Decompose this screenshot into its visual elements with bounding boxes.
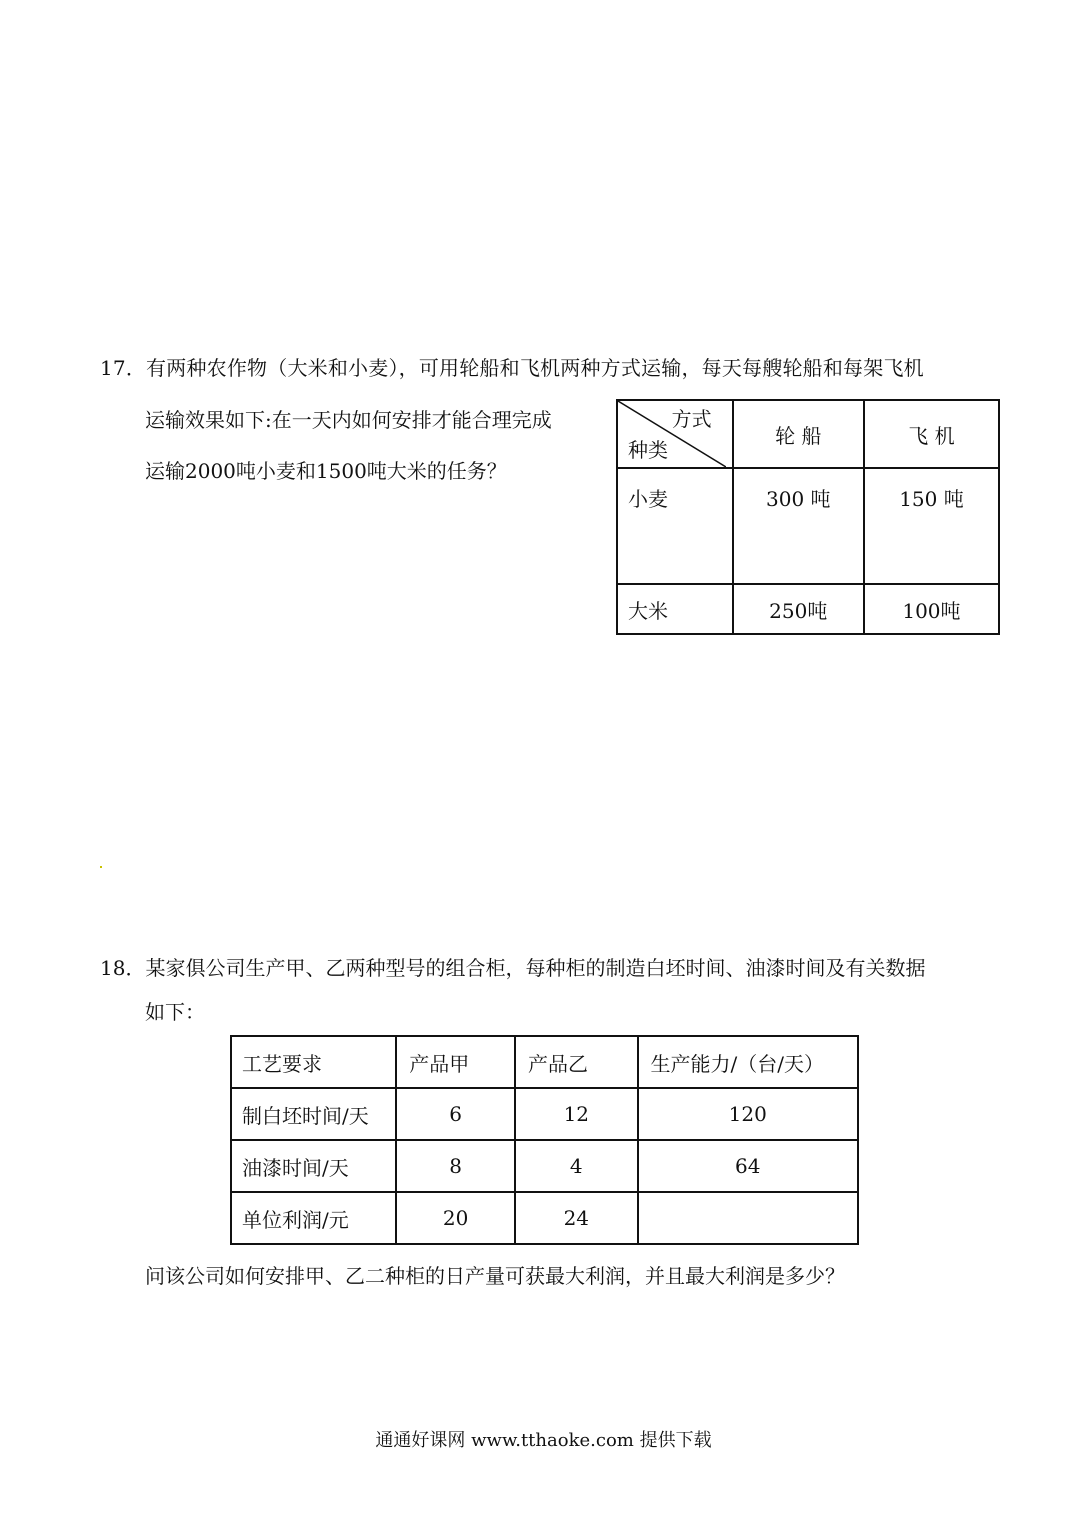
column-header-plane: 飞 机: [864, 400, 999, 468]
page-footer: 通通好课网 www.tthaoke.com 提供下载: [375, 1430, 712, 1451]
stray-mark: [100, 866, 102, 868]
problem-17-text-line-2: 运输效果如下:在一天内如何安排才能合理完成: [145, 408, 552, 432]
table-cell: [638, 1192, 858, 1244]
cell-rice-plane: 100吨: [864, 584, 999, 634]
transport-table: [616, 399, 1000, 635]
cell-wheat-plane: 150 吨: [864, 468, 999, 584]
furniture-table: [230, 1035, 859, 1245]
table-cell: 4: [515, 1140, 637, 1192]
header-product-a: 产品甲: [396, 1036, 515, 1088]
problem-18-text-line-2: 如下：: [145, 1000, 205, 1024]
row-label-rice: 大米: [617, 584, 733, 634]
problem-17-text-line-1: 17．有两种农作物（大米和小麦），可用轮船和飞机两种方式运输，每天每艘轮船和每架飞机: [100, 356, 924, 380]
table-row: [231, 1088, 858, 1140]
table-corner-header: [617, 400, 733, 468]
cell-wheat-ship: 300 吨: [733, 468, 864, 584]
header-process: 工艺要求: [231, 1036, 396, 1088]
table-cell: 64: [638, 1140, 858, 1192]
table-cell: 24: [515, 1192, 637, 1244]
problem-18-text-line-1: 18．某家俱公司生产甲、乙两种型号的组合柜，每种柜的制造白坯时间、油漆时间及有关数据: [100, 956, 926, 980]
table-row: [231, 1140, 858, 1192]
table-header-row: [231, 1036, 858, 1088]
table-row: [617, 584, 999, 634]
table-cell: 120: [638, 1088, 858, 1140]
table-cell: 6: [396, 1088, 515, 1140]
row-label-wheat: 小麦: [617, 468, 733, 584]
corner-label-type: 种类: [628, 438, 668, 462]
header-capacity: 生产能力/（台/天）: [638, 1036, 858, 1088]
table-cell: 20: [396, 1192, 515, 1244]
table-cell: 8: [396, 1140, 515, 1192]
cell-rice-ship: 250吨: [733, 584, 864, 634]
row-label: 油漆时间/天: [231, 1140, 396, 1192]
table-row: [617, 468, 999, 584]
header-product-b: 产品乙: [515, 1036, 637, 1088]
row-label: 制白坯时间/天: [231, 1088, 396, 1140]
problem-17-text-line-3: 运输2000吨小麦和1500吨大米的任务？: [145, 459, 507, 483]
row-label: 单位利润/元: [231, 1192, 396, 1244]
table-row: [231, 1192, 858, 1244]
table-cell: 12: [515, 1088, 637, 1140]
corner-label-method: 方式: [671, 407, 712, 431]
column-header-ship: 轮 船: [733, 400, 864, 468]
problem-18-question: 问该公司如何安排甲、乙二种柜的日产量可获最大利润，并且最大利润是多少？: [145, 1264, 845, 1288]
